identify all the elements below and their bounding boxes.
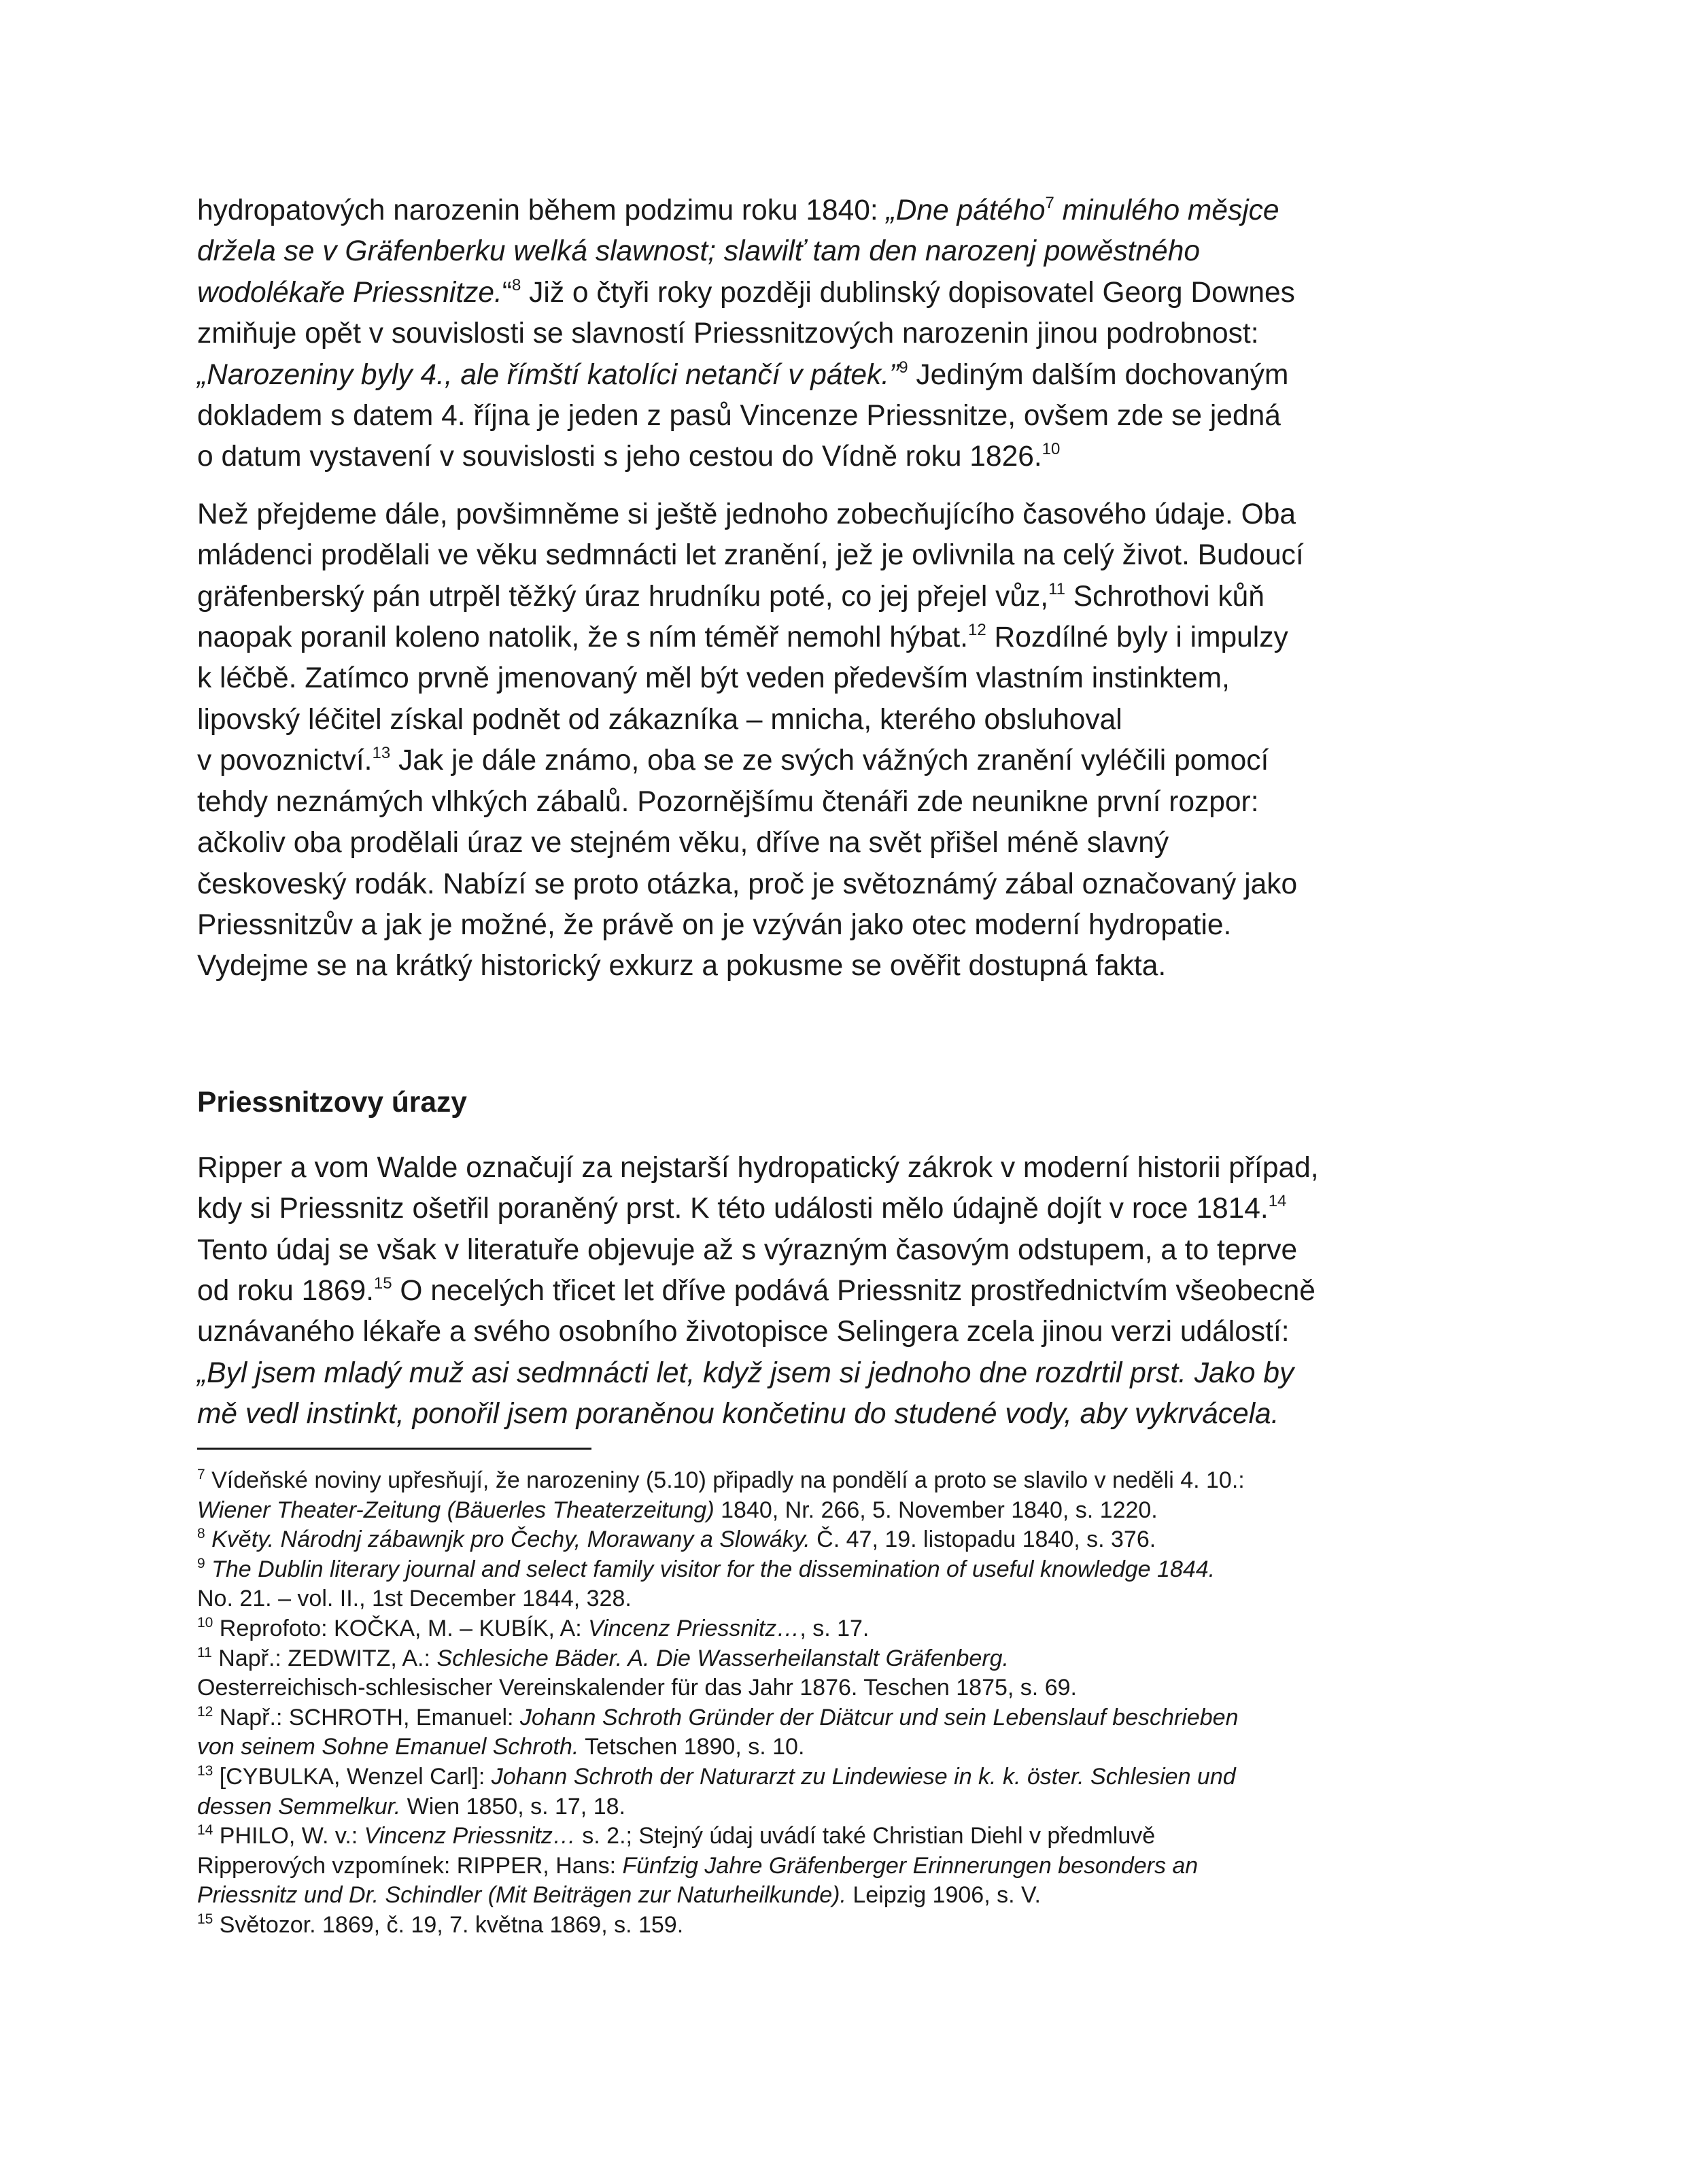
text-line: lipovský léčitel získal podnět od zákazníka – mnicha, kterého obsluhoval bbox=[197, 703, 1122, 736]
text-line: Než přejdeme dále, povšimněme si ještě jednoho zobecňujícího časového údaje. Oba bbox=[197, 498, 1296, 530]
paragraph-1 bbox=[197, 190, 1492, 478]
text-run: hydropatových narozenin během podzimu roku 1840: bbox=[197, 194, 887, 226]
text-run: Schrothovi kůň bbox=[1065, 580, 1264, 613]
footnote-title: Vincenz Priessnitz… bbox=[588, 1615, 800, 1641]
footnote-text: [CYBULKA, Wenzel Carl]: bbox=[213, 1763, 492, 1790]
text-run: “ bbox=[502, 276, 512, 309]
text-run: Rozdílné byly i impulzy bbox=[986, 621, 1288, 654]
text-run: gräfenberský pán utrpěl těžký úraz hrudníku poté, co jej přejel vůz, bbox=[197, 580, 1049, 613]
footnote-12 bbox=[197, 1703, 1492, 1762]
footnote-text: Vídeňské noviny upřesňují, že narozeniny (5.10) připadly na pondělí a proto se slavilo v neděli 4. 10.: bbox=[205, 1467, 1245, 1493]
footnote-text: Tetschen 1890, s. 10. bbox=[579, 1734, 805, 1760]
footnote-ref-14[interactable]: 14 bbox=[1268, 1192, 1287, 1211]
text-run: v povoznictví. bbox=[197, 745, 373, 777]
text-line: uznávaného lékaře a svého osobního životopisce Selingera zcela jinou verzi událostí: bbox=[197, 1316, 1290, 1348]
footnote-separator bbox=[197, 1448, 591, 1450]
footnote-text: Např.: SCHROTH, Emanuel: bbox=[213, 1704, 520, 1730]
text-line: tehdy neznámých vlhkých zábalů. Pozornějšímu čtenáři zde neunikne první rozpor: bbox=[197, 785, 1259, 818]
footnote-text: Č. 47, 19. listopadu 1840, s. 376. bbox=[810, 1526, 1156, 1553]
footnote-text: Oesterreichisch-schlesischer Vereinskalender für das Jahr 1876. Teschen 1875, s. 69. bbox=[197, 1675, 1077, 1701]
footnote-ref-12[interactable]: 12 bbox=[967, 621, 986, 640]
quote-italic: ” bbox=[889, 358, 899, 391]
footnote-text: s. 2.; Stejný údaj uvádí také Christian Diehl v předmluvě bbox=[575, 1823, 1156, 1849]
footnote-text: 1840, Nr. 266, 5. November 1840, s. 1220. bbox=[714, 1497, 1158, 1523]
text-run: od roku 1869. bbox=[197, 1274, 374, 1307]
footnote-ref-15[interactable]: 15 bbox=[373, 1274, 392, 1293]
document-body bbox=[197, 190, 1492, 1435]
text-run: kdy si Priessnitz ošetřil poraněný prst. K této události mělo údajně dojít v roce 1814. bbox=[197, 1193, 1269, 1225]
text-run: O necelých třicet let dříve podává Priessnitz prostřednictvím všeobecně bbox=[392, 1274, 1315, 1307]
text-run: Již o čtyři roky později dublinský dopisovatel Georg Downes bbox=[521, 276, 1295, 309]
footnote-text: , s. 17. bbox=[799, 1615, 870, 1641]
text-line: Ripper a vom Walde označují za nejstarší hydropatický zákrok v moderní historii případ, bbox=[197, 1151, 1319, 1184]
footnote-title: Wiener Theater-Zeitung (Bäuerles Theaterzeitung) bbox=[197, 1497, 715, 1523]
footnote-title: Priessnitz und Dr. Schindler (Mit Beiträgen zur Naturheilkunde). bbox=[197, 1882, 846, 1909]
footnote-ref-13[interactable]: 13 bbox=[372, 744, 391, 763]
quote-italic: „Byl jsem mladý muž asi sedmnácti let, když jsem si jednoho dne rozdrtil prst. Jako by bbox=[197, 1357, 1294, 1389]
footnote-number: 8 bbox=[197, 1526, 205, 1542]
footnote-ref-11[interactable]: 11 bbox=[1048, 579, 1065, 598]
footnote-15 bbox=[197, 1911, 1492, 1941]
footnote-number: 13 bbox=[197, 1762, 213, 1779]
footnote-number: 15 bbox=[197, 1911, 213, 1927]
text-line: Vydejme se na krátký historický exkurz a pokusme se ověřit dostupná fakta. bbox=[197, 950, 1167, 983]
quote-italic: minulého měsjce bbox=[1054, 194, 1279, 226]
footnote-number: 11 bbox=[197, 1644, 212, 1660]
text-line: mládenci prodělali ve věku sedmnácti let zranění, jež je ovlivnila na celý život. Budoucí bbox=[197, 539, 1304, 572]
footnotes bbox=[197, 1466, 1492, 1941]
footnote-text: Světozor. 1869, č. 19, 7. května 1869, s. 159. bbox=[213, 1911, 684, 1938]
footnote-ref-7[interactable]: 7 bbox=[1045, 194, 1054, 212]
footnote-14 bbox=[197, 1822, 1492, 1911]
footnote-title: Vincenz Priessnitz… bbox=[364, 1823, 576, 1849]
footnote-7 bbox=[197, 1466, 1492, 1525]
quote-italic: „Dne pátého bbox=[886, 194, 1046, 226]
footnote-title: Johann Schroth Gründer der Diätcur und sein Lebenslauf beschrieben bbox=[519, 1704, 1239, 1730]
text-run: o datum vystavení v souvislosti s jeho cestou do Vídně roku 1826. bbox=[197, 441, 1042, 473]
footnote-9 bbox=[197, 1555, 1492, 1614]
footnote-title: Květy. Národnj zábawnjk pro Čechy, Morawany a Slowáky. bbox=[205, 1526, 810, 1553]
footnote-text: Leipzig 1906, s. V. bbox=[846, 1882, 1041, 1909]
paragraph-3 bbox=[197, 1148, 1492, 1435]
footnote-text: Ripperových vzpomínek: RIPPER, Hans: bbox=[197, 1852, 623, 1879]
text-line: k léčbě. Zatímco prvně jmenovaný měl být veden především vlastním instinktem, bbox=[197, 662, 1230, 695]
footnote-text: Wien 1850, s. 17, 18. bbox=[400, 1793, 625, 1820]
quote-italic: držela se v Gräfenberku welká slawnost; slawilť tam den narozenj powěstného bbox=[197, 235, 1200, 268]
footnote-number: 7 bbox=[197, 1467, 205, 1482]
quote-italic: wodolékaře Priessnitze. bbox=[197, 276, 502, 309]
footnote-title: Fünfzig Jahre Gräfenberger Erinnerungen besonders an bbox=[622, 1852, 1199, 1879]
footnote-ref-8[interactable]: 8 bbox=[511, 275, 521, 294]
text-line: českoveský rodák. Nabízí se proto otázka, proč je světoznámý zábal označovaný jako bbox=[197, 868, 1298, 900]
footnote-title: von seinem Sohne Emanuel Schroth. bbox=[197, 1734, 579, 1760]
text-line: dokladem s datem 4. října je jeden z pasů Vincenze Priessnitze, ovšem zde se jedná bbox=[197, 400, 1281, 432]
footnote-text: PHILO, W. v.: bbox=[213, 1823, 364, 1849]
footnote-13 bbox=[197, 1762, 1492, 1822]
text-line: Priessnitzův a jak je možné, že právě on je vzýván jako otec moderní hydropatie. bbox=[197, 908, 1232, 941]
footnote-number: 12 bbox=[197, 1703, 213, 1720]
paragraph-2 bbox=[197, 494, 1492, 987]
section-heading: Priessnitzovy úrazy bbox=[197, 1086, 467, 1119]
text-line: Tento údaj se však v literatuře objevuje až s výrazným časovým odstupem, a to teprve bbox=[197, 1233, 1298, 1266]
footnote-8 bbox=[197, 1525, 1492, 1555]
footnote-number: 9 bbox=[197, 1555, 205, 1571]
footnote-10 bbox=[197, 1614, 1492, 1644]
text-line: zmiňuje opět v souvislosti se slavností Priessnitzových narozenin jinou podrobnost: bbox=[197, 318, 1259, 350]
footnote-text: No. 21. – vol. II., 1st December 1844, 328. bbox=[197, 1586, 632, 1612]
footnote-ref-10[interactable]: 10 bbox=[1042, 440, 1061, 459]
footnote-title: Schlesiche Bäder. A. Die Wasserheilanstalt Gräfenberg. bbox=[436, 1645, 1010, 1671]
text-run: Jak je dále známo, oba se ze svých vážných zranění vyléčili pomocí bbox=[390, 745, 1269, 777]
footnote-number: 14 bbox=[197, 1822, 213, 1839]
footnote-text: Reprofoto: KOČKA, M. – KUBÍK, A: bbox=[213, 1615, 589, 1641]
quote-italic: mě vedl instinkt, ponořil jsem poraněnou končetinu do studené vody, aby vykrvácela. bbox=[197, 1398, 1279, 1431]
text-run: naopak poranil koleno natolik, že s ním téměř nemohl hýbat. bbox=[197, 621, 968, 654]
text-line: ačkoliv oba prodělali úraz ve stejném věku, dříve na svět přišel méně slavný bbox=[197, 827, 1169, 859]
footnote-number: 10 bbox=[197, 1614, 213, 1631]
footnote-title: Johann Schroth der Naturarzt zu Lindewiese in k. k. öster. Schlesien und bbox=[491, 1763, 1236, 1790]
footnote-11 bbox=[197, 1644, 1492, 1703]
quote-italic: „Narozeniny byly 4., ale římští katolíci netančí v pátek. bbox=[197, 358, 890, 391]
footnote-ref-9[interactable]: 9 bbox=[899, 358, 908, 377]
footnote-text: Např.: ZEDWITZ, A.: bbox=[211, 1645, 437, 1671]
text-run: Jediným dalším dochovaným bbox=[908, 358, 1289, 391]
footnote-title: The Dublin literary journal and select family visitor for the dissemination of useful knowledge 1844. bbox=[205, 1556, 1216, 1582]
footnote-title: dessen Semmelkur. bbox=[197, 1793, 401, 1820]
